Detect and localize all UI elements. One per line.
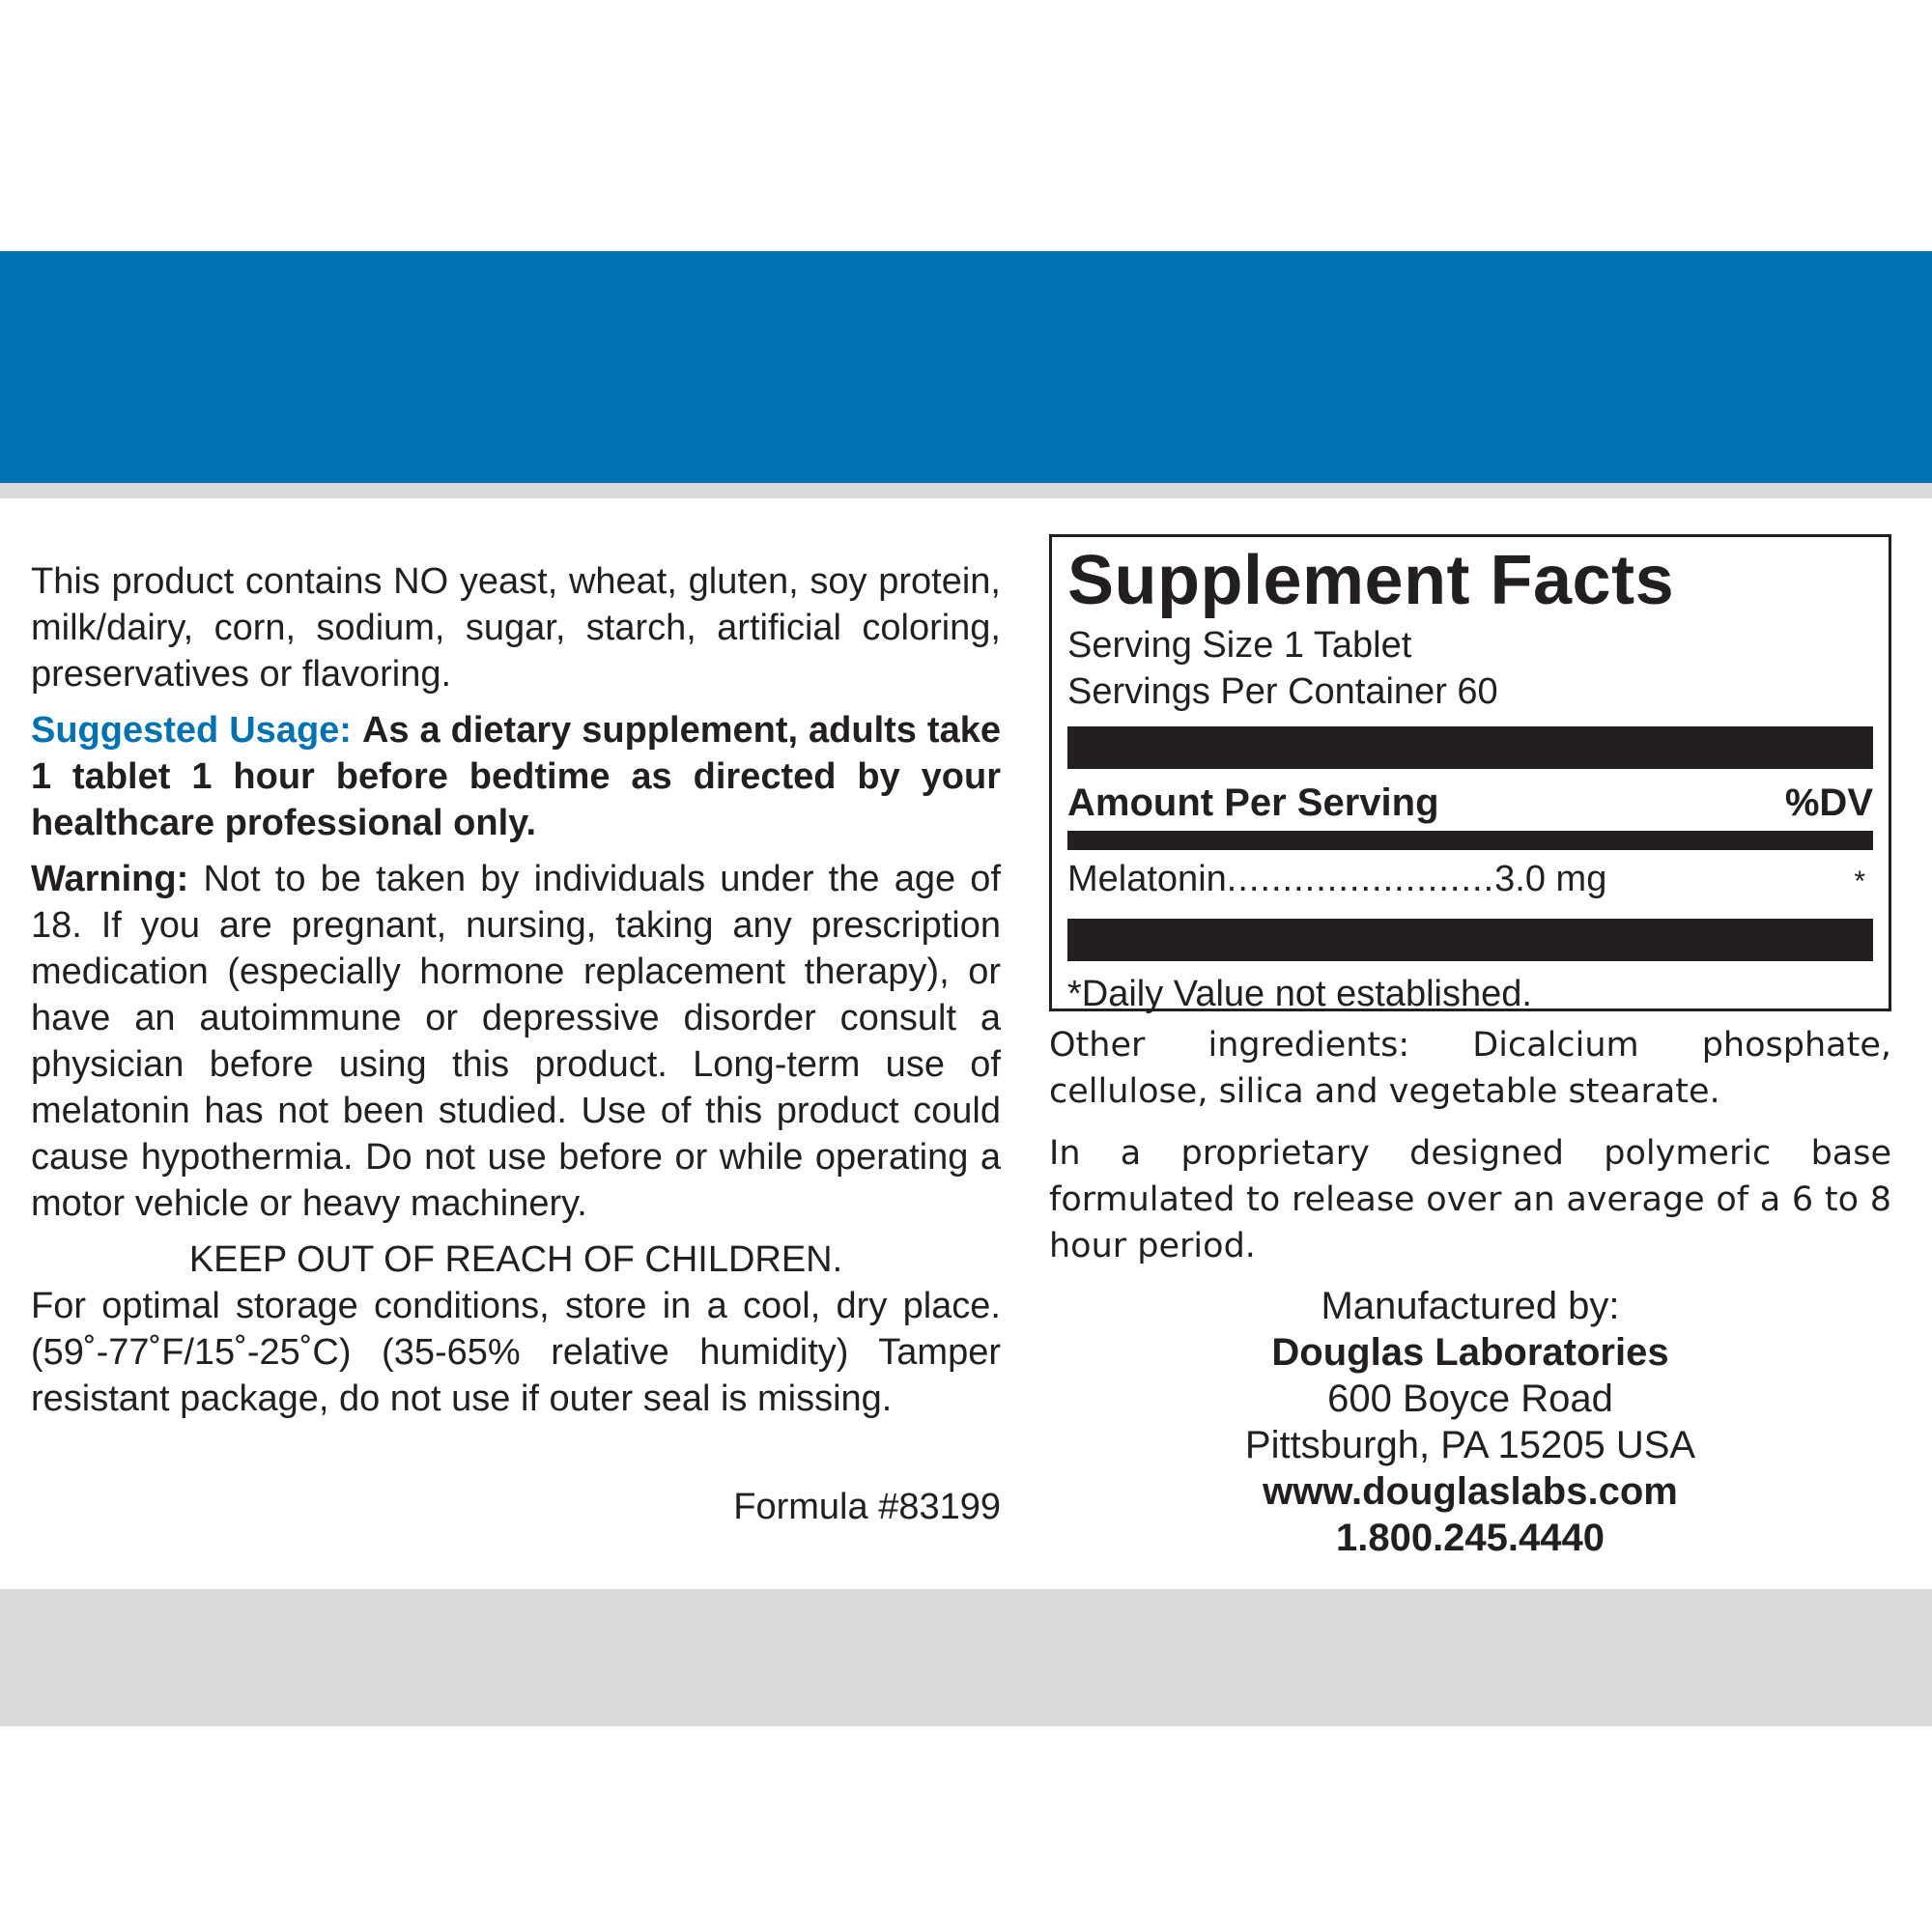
facts-divider-medium — [1067, 831, 1873, 850]
nutrient-leader-dots: ........................ — [1226, 859, 1495, 899]
manufacturer-city: Pittsburgh, PA 15205 USA — [1244, 1424, 1696, 1466]
supplement-facts-panel — [1049, 534, 1891, 1014]
facts-divider-bottom — [1067, 919, 1873, 961]
facts-title: Supplement Facts — [1067, 542, 1675, 619]
manufacturer-phone: 1.800.245.4440 — [1335, 1517, 1605, 1559]
header-divider — [0, 483, 1932, 498]
facts-footnote: *Daily Value not established. — [1067, 974, 1532, 1014]
other-ingredients: Other ingredients: Dicalcium phosphate, cellulose, silica and vegetable stearate. — [1049, 1026, 1891, 1111]
amount-header: Amount Per Serving — [1067, 781, 1439, 824]
dv-header: %DV — [1784, 781, 1873, 824]
warning-label: Warning: — [31, 859, 189, 899]
left-text-column — [31, 558, 1001, 1422]
nutrient-name: Melatonin — [1067, 859, 1227, 899]
nutrient-amount: 3.0 mg — [1494, 859, 1607, 899]
right-text-column — [1049, 1022, 1891, 1269]
keep-out-notice: KEEP OUT OF REACH OF CHILDREN. — [188, 1239, 843, 1280]
amount-header-row — [1067, 777, 1873, 829]
footer-color-band — [0, 1589, 1932, 1726]
manufacturer-label: Manufactured by: — [1321, 1285, 1620, 1327]
manufacturer-name: Douglas Laboratories — [1271, 1331, 1669, 1374]
suggested-usage — [31, 707, 1001, 846]
manufacturer-website: www.douglaslabs.com — [1263, 1470, 1678, 1513]
manufacturer-block — [1049, 1283, 1891, 1561]
nutrient-dv: * — [1854, 866, 1865, 897]
serving-size: Serving Size 1 Tablet — [1067, 625, 1412, 666]
storage-instructions: For optimal storage conditions, store in a cool, dry place. (59˚-77˚F/15˚-25˚C) (35-65% relative humidity) Tamper resistant package, do not use if outer seal is missing. — [31, 1286, 1001, 1419]
usage-label: Suggested Usage: — [31, 710, 352, 751]
warning — [31, 856, 1001, 1227]
base-description: In a proprietary designed polymeric base formulated to release over an average of a 6 to 8 hour period. — [1049, 1134, 1891, 1265]
usage-text: As a dietary supplement, adults take 1 tablet 1 hour before bedtime as directed by your healthcare professional only. — [31, 710, 1001, 843]
manufacturer-street: 600 Boyce Road — [1327, 1378, 1613, 1420]
nutrient-row — [1067, 850, 1873, 911]
warning-text: Not to be taken by individuals under the age of 18. If you are pregnant, nursing, taking any prescription medication (especially hormone replacement therapy), or have an autoimmune or depressive disorder consult a physician before using this product. Long-term use of melatonin has not been studied. Use of this product could cause hypothermia. Do not use before or while operating a motor vehicle or heavy machinery. — [31, 859, 1001, 1224]
servings-per-container: Servings Per Container 60 — [1067, 671, 1498, 712]
facts-divider-thick — [1067, 726, 1873, 769]
allergen-statement: This product contains NO yeast, wheat, gluten, soy protein, milk/dairy, corn, sodium, sugar, starch, artificial coloring, preservatives or flavoring. — [31, 561, 1001, 695]
formula-number: Formula #83199 — [733, 1487, 1001, 1527]
header-color-band — [0, 251, 1932, 483]
